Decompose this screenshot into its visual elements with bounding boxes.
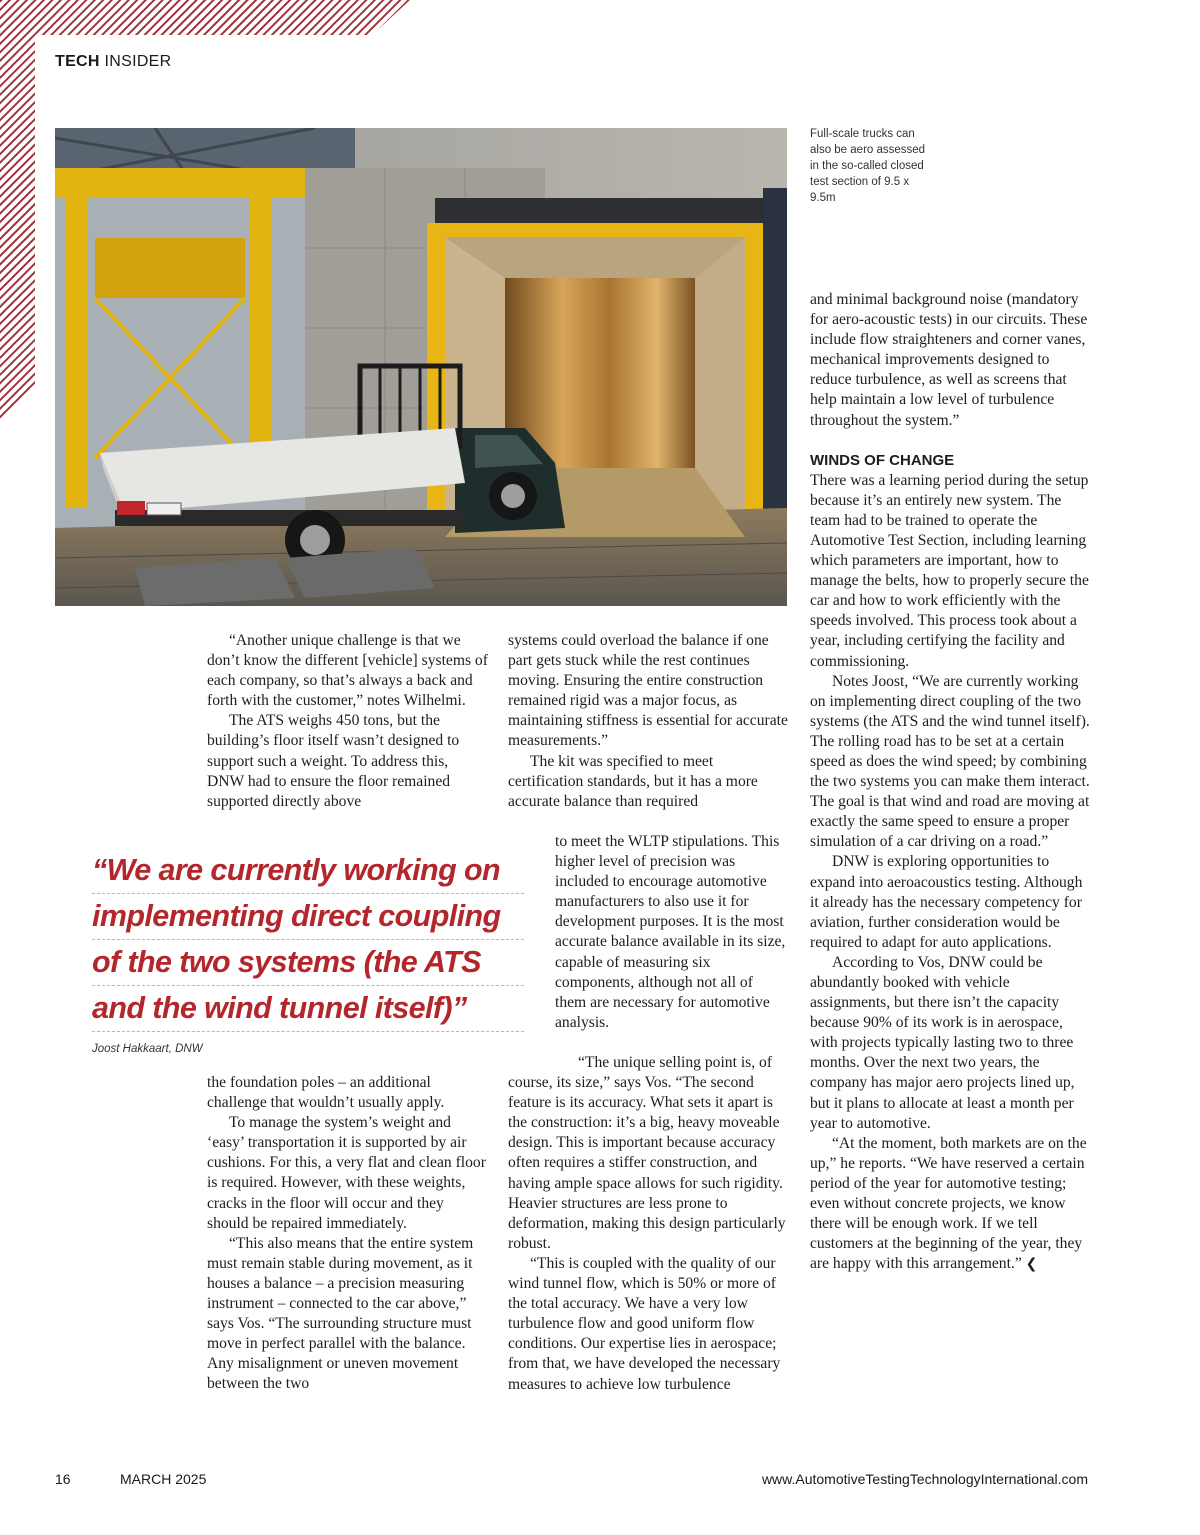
pull-quote-line: of the two systems (the ATS — [92, 940, 524, 986]
paragraph: and minimal background noise (mandatory for aero-acoustic tests) in our circuits. These include flow straighteners and corner vanes, mechanical improvements designed to reduce turbulence, as well as screens that help maintain a low level of turbulence throughout the system.” — [810, 291, 1088, 429]
section-header — [55, 53, 172, 71]
wind-tunnel-photo — [55, 128, 787, 606]
page-number: 16 — [55, 1471, 71, 1487]
pull-quote-line: and the wind tunnel itself)” — [92, 986, 524, 1032]
paragraph: “Another unique challenge is that we don’t know the different [vehicle] systems of each company, so that’s always a back and forth with the customer,” notes Wilhelmi. — [207, 632, 488, 710]
paragraph: “This also means that the entire system must remain stable during movement, as it houses a balance – a precision measuring instrument – connected to the car above,” says Vos. “The surrounding structure must move in perfect parallel with the balance. Any misalignment or uneven movement between the two — [207, 1234, 474, 1393]
paragraph-final — [810, 1134, 1090, 1275]
pull-quote-line: implementing direct coupling — [92, 894, 524, 940]
paragraph: DNW is exploring opportunities to expand into aeroacoustics testing. Although it already has the necessary competency for aviation, further consideration would be required to adapt for auto applications. — [810, 853, 1083, 951]
paragraph: “This is coupled with the quality of our wind tunnel flow, which is 50% or more of the total accuracy. We have a very low turbulence flow and good uniform flow conditions. Our expertise lies in aerospace; from that, we have developed the necessary measures to achieve low turbulence — [508, 1254, 781, 1393]
paragraph: “The unique selling point is, of course, its size,” says Vos. “The second feature is its accuracy. What sets it apart is the construction: it’s a big, heavy moveable design. This is important because accuracy often requires a stiffer construction, and having ample space allows for such rigidity. Heavier structures are less prone to deformation, making this design particularly robust. — [508, 1054, 786, 1252]
paragraph: The ATS weighs 450 tons, but the building’s floor itself wasn’t designed to support such a weight. To address this, DNW had to ensure the floor remained supported directly above — [207, 712, 460, 810]
section-header-bold: TECH — [55, 53, 100, 70]
website-link[interactable]: www.AutomotiveTestingTechnologyInternational.com — [761, 1471, 1088, 1487]
subheading: WINDS OF CHANGE — [810, 451, 955, 469]
paragraph: To manage the system’s weight and ‘easy’ transportation it is supported by air cushions. For this, a very flat and clean floor is required. However, with these weights, cracks in the floor will occur and they should be repaired immediately. — [207, 1114, 486, 1232]
paragraph: Notes Joost, “We are currently working on implementing direct coupling of the two systems (the ATS and the wind tunnel itself). The rolling road has to be set at a certain speed as does the wind speed; by combining the two systems you can make them interact. The goal is that wind and road are moving at exactly the same speed to ensure a proper simulation of a car driving on a road.” — [810, 672, 1090, 851]
paragraph: the foundation poles – an additional challenge that wouldn’t usually apply. — [207, 1074, 445, 1112]
column-2-bottom — [508, 1053, 788, 1395]
paragraph: systems could overload the balance if one part gets stuck while the rest continues moving. Ensuring the entire construction remained rigid was a major focus, as maintaining stiffness is essential for accurate measurements.” — [508, 632, 788, 750]
pull-quote — [92, 848, 524, 1032]
column-2-middle — [555, 832, 787, 1033]
paragraph: According to Vos, DNW could be abundantly booked with vehicle assignments, but there isn’t the capacity because 90% of its work is in aerospace, with projects typically lasting two to three months. Over the next two years, the company has major aero projects lined up, but it plans to allocate at least a month per year to automotive. — [810, 953, 1075, 1132]
column-1-bottom — [207, 1073, 489, 1395]
paragraph: The kit was specified to meet certification standards, but it has a more accurate balance than required — [508, 752, 758, 810]
section-header-rest: INSIDER — [99, 53, 172, 70]
paragraph-final-text: “At the moment, both markets are on the up,” he reports. “We have reserved a certain period of the year for automotive testing; even without concrete projects, we know there will be enough work. If we tell customers at the beginning of the year, they are happy with this arrangement.” — [810, 1134, 1087, 1273]
end-mark-icon: ❮ — [1025, 1256, 1038, 1273]
photo-caption: Full-scale trucks can also be aero assessed in the so-called closed test section of 9.5 x 9.5m — [810, 128, 926, 204]
pull-quote-line: “We are currently working on — [92, 848, 524, 894]
wind-tunnel-illustration — [55, 128, 787, 606]
column-3 — [810, 290, 1090, 1274]
paragraph: to meet the WLTP stipulations. This higher level of precision was included to encourage automotive manufacturers to also use it for development purposes. It is the most accurate balance available in its size, capable of measuring six components, although not all of them are necessary for automotive analysis. — [555, 833, 786, 1031]
pull-quote-attribution: Joost Hakkaart, DNW — [92, 1043, 203, 1055]
column-2-top — [508, 631, 788, 812]
column-1-top — [207, 631, 489, 812]
paragraph: There was a learning period during the setup because it’s an entirely new system. The team had to be trained to operate the Automotive Test Section, including learning which parameters are important, how to manage the belts, how to properly secure the car and how to work efficiently with the speeds involved. This process took about a year, including certifying the facility and commissioning. — [810, 471, 1089, 670]
issue-date: MARCH 2025 — [120, 1471, 207, 1487]
